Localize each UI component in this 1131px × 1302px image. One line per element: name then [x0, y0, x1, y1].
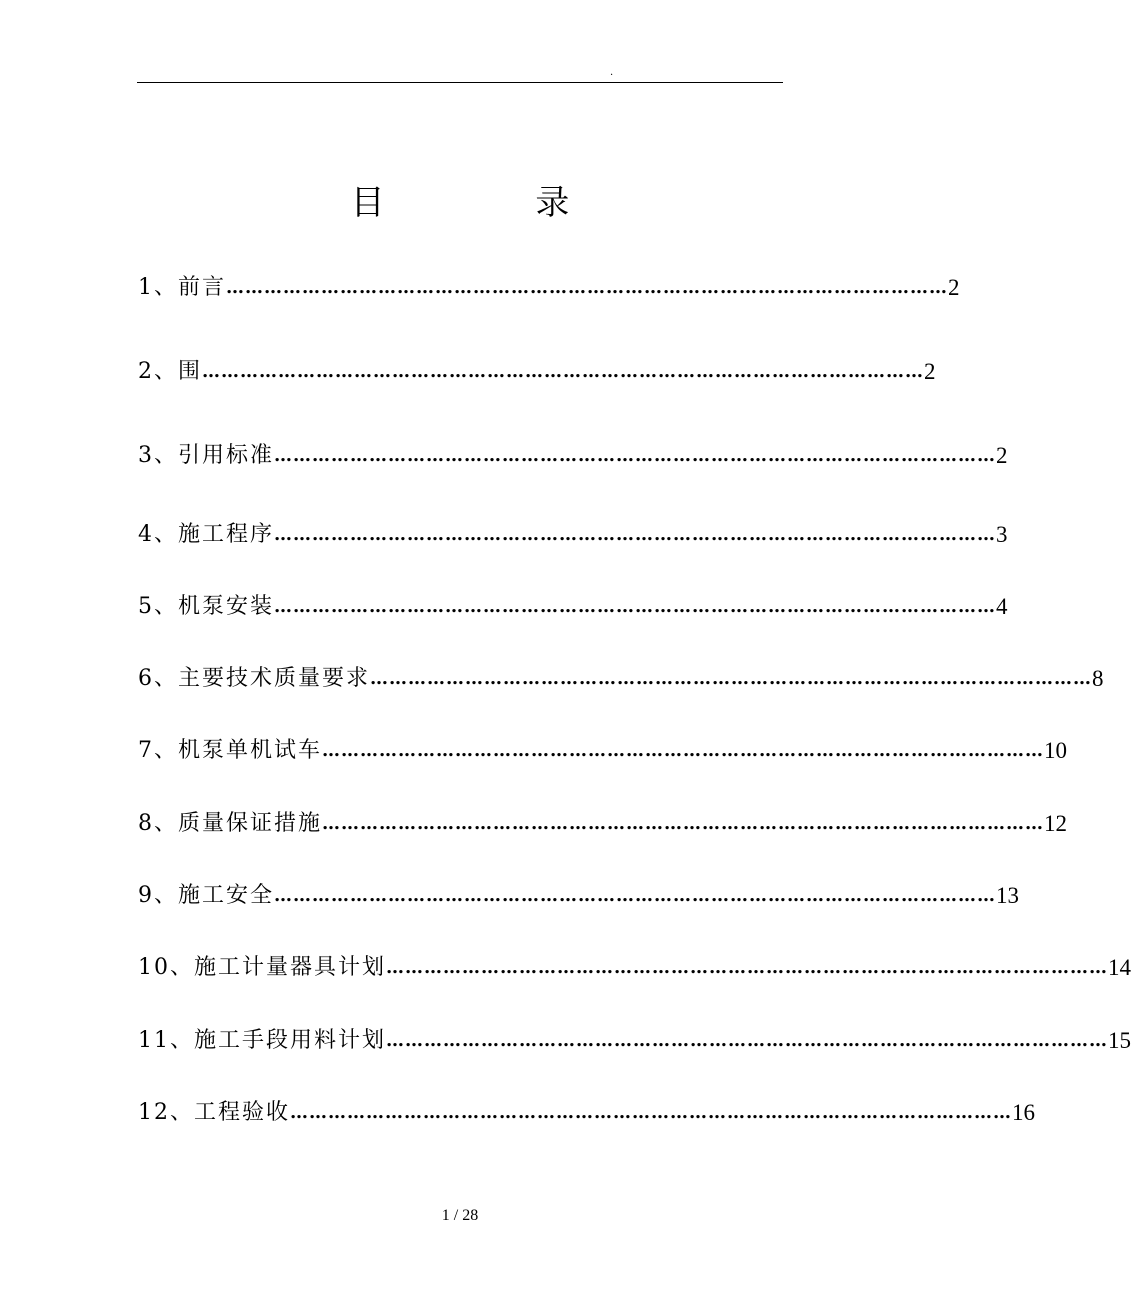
toc-page-number: 14 — [1108, 955, 1131, 980]
toc-dot-leader: …………………………………………………………………………………………………… — [290, 1102, 1012, 1123]
toc-entry-label: 1、前言 — [138, 275, 226, 300]
toc-dot-leader: …………………………………………………………………………………………………… — [274, 524, 996, 545]
toc-dot-leader: …………………………………………………………………………………………………… — [274, 596, 996, 617]
toc-entry-2[interactable] — [138, 354, 936, 386]
toc-page-number: 10 — [1044, 738, 1067, 763]
toc-entry-10[interactable] — [138, 950, 1131, 982]
toc-page-number: 13 — [996, 883, 1019, 908]
toc-entry-label: 8、质量保证措施 — [138, 811, 322, 836]
toc-dot-leader: …………………………………………………………………………………………………… — [274, 885, 996, 906]
toc-entry-1[interactable] — [138, 270, 960, 302]
toc-entry-label: 5、机泵安装 — [138, 594, 274, 619]
toc-entry-label: 10、施工计量器具计划 — [138, 955, 386, 980]
toc-page-number: 16 — [1012, 1100, 1035, 1125]
toc-dot-leader: …………………………………………………………………………………………………… — [226, 277, 948, 298]
toc-entry-label: 12、工程验收 — [138, 1100, 290, 1125]
toc-page-number: 15 — [1108, 1028, 1131, 1053]
toc-page-number: 2 — [948, 275, 960, 300]
toc-page-number: 3 — [996, 522, 1008, 547]
toc-entry-6[interactable] — [138, 661, 1104, 693]
toc-entry-5[interactable] — [138, 589, 1008, 621]
toc-entry-4[interactable] — [138, 517, 1008, 549]
toc-dot-leader: …………………………………………………………………………………………………… — [322, 740, 1044, 761]
toc-dot-leader: …………………………………………………………………………………………………… — [386, 957, 1108, 978]
header-rule — [137, 82, 783, 83]
toc-dot-leader: …………………………………………………………………………………………………… — [274, 445, 996, 466]
toc-entry-label: 9、施工安全 — [138, 883, 274, 908]
toc-entry-8[interactable] — [138, 806, 1067, 838]
toc-title: 目 录 — [350, 183, 640, 223]
toc-entry-7[interactable] — [138, 733, 1067, 765]
toc-entry-3[interactable] — [138, 438, 1008, 470]
toc-entry-11[interactable] — [138, 1023, 1131, 1055]
toc-dot-leader: …………………………………………………………………………………………………… — [370, 668, 1092, 689]
toc-entry-label: 2、围 — [138, 359, 202, 384]
toc-entry-label: 11、施工手段用料计划 — [138, 1028, 386, 1053]
toc-entry-12[interactable] — [138, 1095, 1035, 1127]
toc-page-number: 2 — [924, 359, 936, 384]
toc-page-number: 2 — [996, 443, 1008, 468]
toc-entry-label: 6、主要技术质量要求 — [138, 666, 370, 691]
toc-page-number: 12 — [1044, 811, 1067, 836]
header-mark: . — [610, 67, 614, 78]
toc-entry-label: 4、施工程序 — [138, 522, 274, 547]
toc-dot-leader: …………………………………………………………………………………………………… — [202, 361, 924, 382]
toc-page-number: 8 — [1092, 666, 1104, 691]
toc-entry-9[interactable] — [138, 878, 1019, 910]
page-indicator: 1 / 28 — [441, 1207, 479, 1224]
toc-dot-leader: …………………………………………………………………………………………………… — [322, 813, 1044, 834]
toc-entry-label: 3、引用标准 — [138, 443, 274, 468]
toc-dot-leader: …………………………………………………………………………………………………… — [386, 1030, 1108, 1051]
toc-entry-label: 7、机泵单机试车 — [138, 738, 322, 763]
toc-page-number: 4 — [996, 594, 1008, 619]
